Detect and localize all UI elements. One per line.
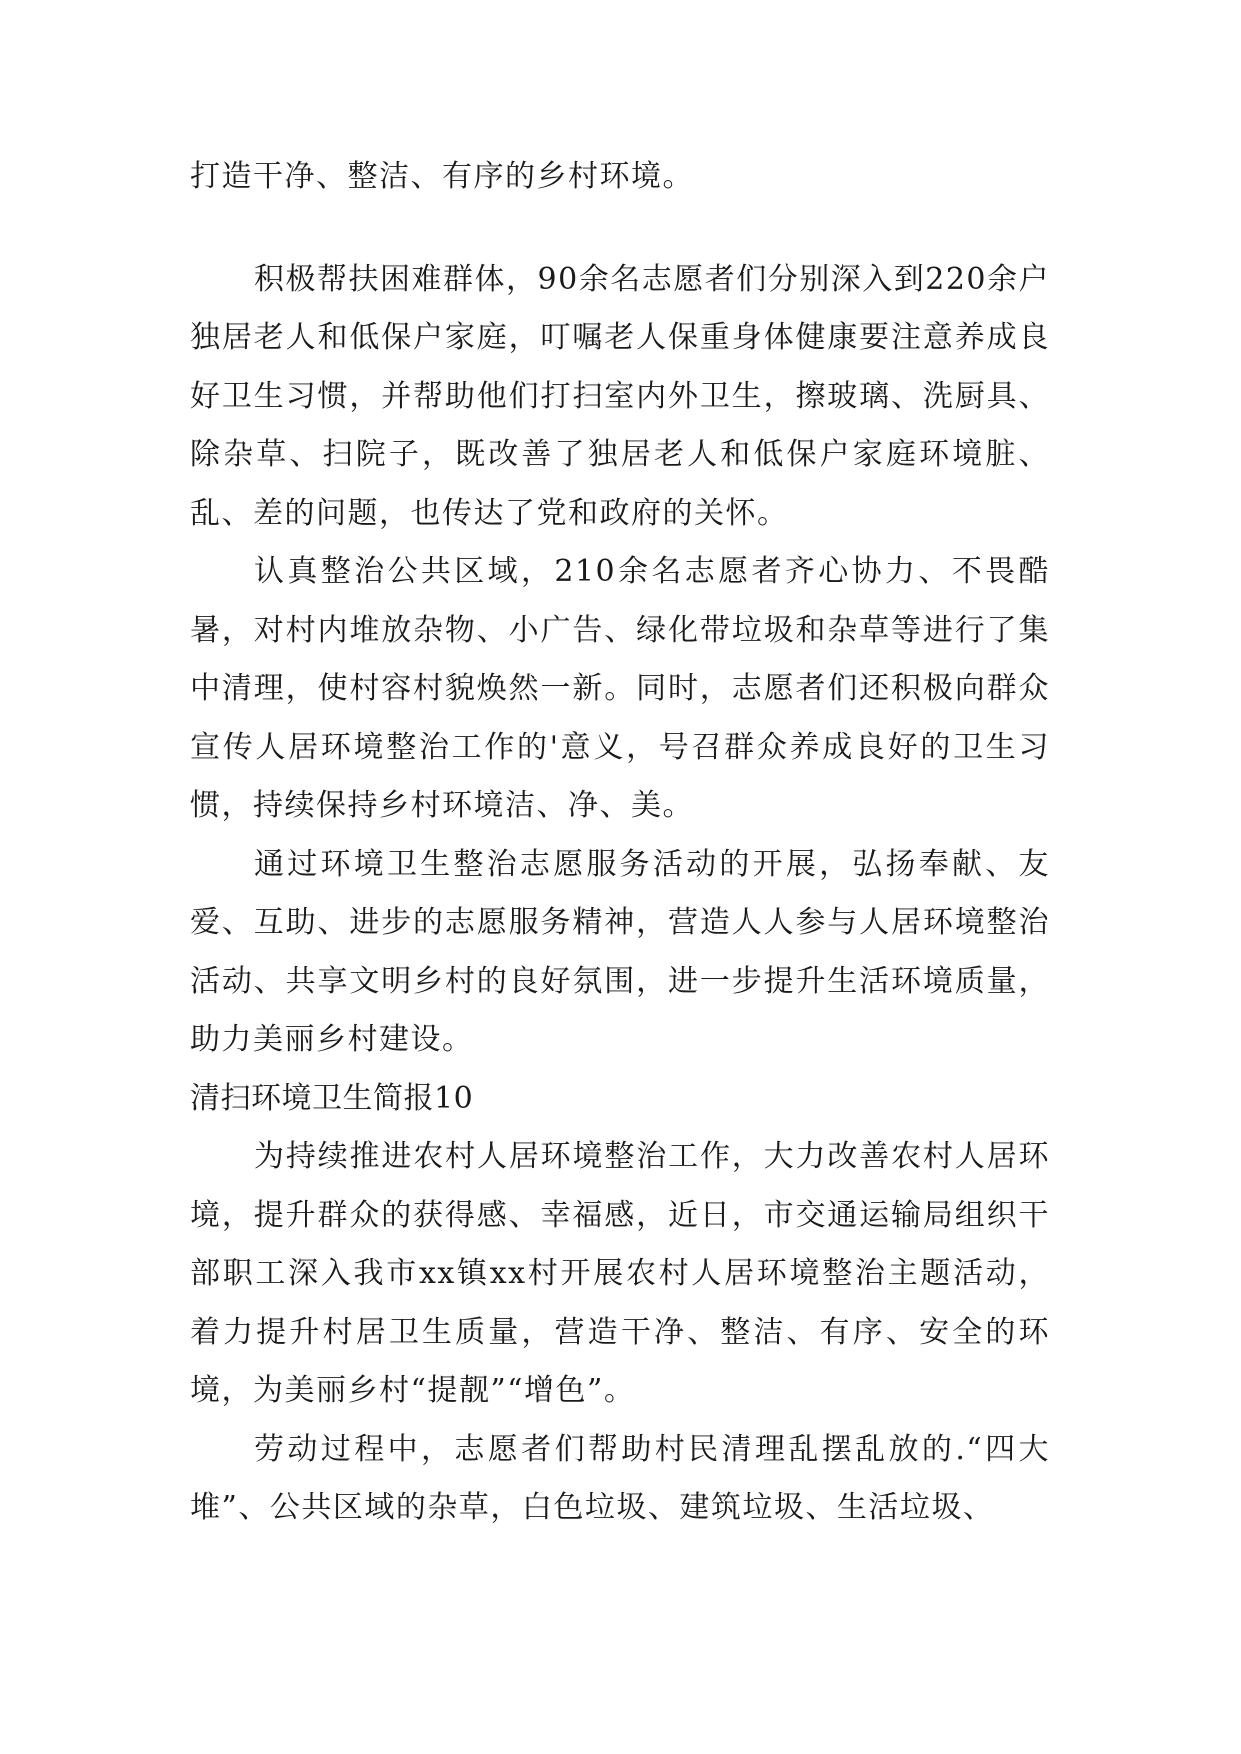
paragraph-labor-process: 劳动过程中，志愿者们帮助村民清理乱摆乱放的.“四大堆”、公共区域的杂草，白色垃圾、建筑垃圾、生活垃圾、	[190, 1431, 1050, 1525]
paragraph-assist-vulnerable: 积极帮扶困难群体，90余名志愿者们分别深入到220余户独居老人和低保户家庭，叮嘱老人保重身体健康要注意养成良好卫生习惯，并帮助他们打扫室内外卫生，擦玻璃、洗厨具、除杂草、扫院子，既改善了独居老人和低保户家庭环境脏、乱、差的问题，也传达了党和政府的关怀。	[190, 261, 1050, 531]
section-heading: 清扫环境卫生简报10	[190, 1080, 474, 1116]
paragraph-intro-10: 为持续推进农村人居环境整治工作，大力改善农村人居环境，提升群众的获得感、幸福感，近日，市交通运输局组织干部职工深入我市xx镇xx村开展农村人居环境整治主题活动，着力提升村居卫生质量，营造干净、整洁、有序、安全的环境，为美丽乡村“提靓”“增色”。	[190, 1139, 1050, 1408]
document-body	[190, 148, 1050, 1538]
paragraph-summary: 通过环境卫生整治志愿服务活动的开展，弘扬奉献、友爱、互助、进步的志愿服务精神，营造人人参与人居环境整治活动、共享文明乡村的良好氛围，进一步提升生活环境质量，助力美丽乡村建设。	[190, 846, 1050, 1057]
paragraph-continuation: 打造干净、整洁、有序的乡村环境。	[190, 159, 694, 194]
paragraph-gap	[190, 207, 1050, 251]
paragraph-public-areas: 认真整治公共区域，210余名志愿者齐心协力、不畏酷暑，对村内堆放杂物、小广告、绿化带垃圾和杂草等进行了集中清理，使村容村貌焕然一新。同时，志愿者们还积极向群众宣传人居环境整治工作的'意义，号召群众养成良好的卫生习惯，持续保持乡村环境洁、净、美。	[190, 554, 1050, 823]
